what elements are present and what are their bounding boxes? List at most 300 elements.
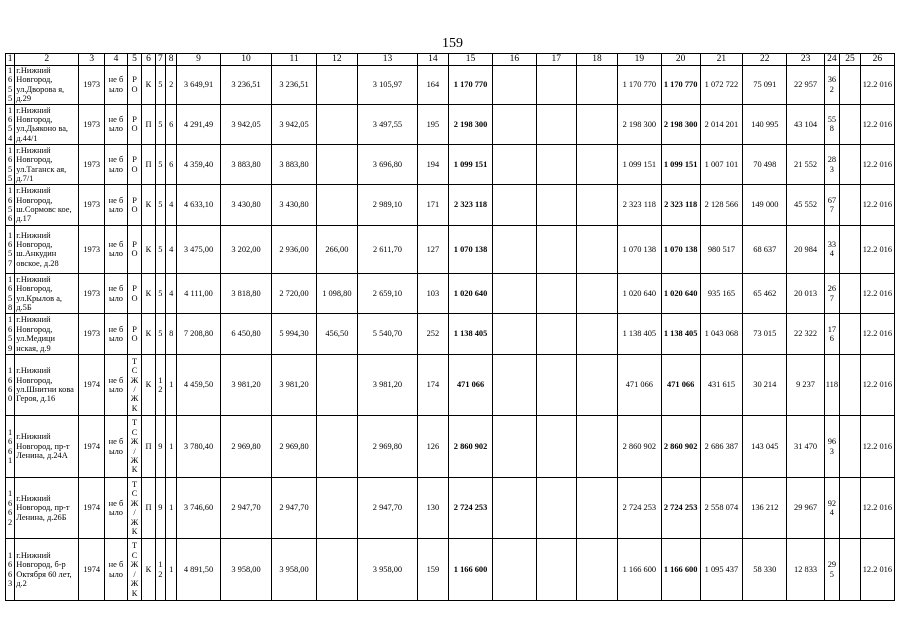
fund-method-cell: Р О	[127, 104, 141, 144]
premises-area-cell: 2 969,80	[220, 416, 272, 478]
column-number-21: 21	[700, 54, 742, 66]
floors-cell: 5	[155, 225, 165, 273]
cost-col-22-cell: 30 214	[743, 354, 787, 416]
cost-col-25-cell	[840, 145, 861, 185]
total-area-cell: 3 746,60	[177, 477, 220, 539]
owners-area-cell: 2 947,70	[358, 477, 418, 539]
residential-area-cell: 2 947,70	[272, 477, 316, 539]
fund-total-cell: 2 724 253	[618, 477, 661, 539]
cost-col-23-cell: 29 967	[787, 477, 824, 539]
address-cell: г.Нижний Новгород, ул.Дворова я, д.29	[15, 65, 79, 104]
cost-per-m2-cell: 295	[824, 539, 839, 601]
year-built-cell: 1973	[79, 225, 105, 273]
cost-col-22-cell: 75 091	[743, 65, 787, 104]
premises-area-cell: 3 958,00	[220, 539, 272, 601]
cost-col-22-cell: 149 000	[743, 185, 787, 225]
column-number-26: 26	[860, 54, 894, 66]
premises-area-cell: 3 818,80	[220, 274, 272, 314]
cost-col-21-cell: 2 686 387	[700, 416, 742, 478]
entrances-cell: 2	[166, 65, 177, 104]
owners-area-cell: 2 659,10	[358, 274, 418, 314]
residential-area-cell: 2 936,00	[272, 225, 316, 273]
fund-total-cell: 471 066	[618, 354, 661, 416]
cost-col-16-cell	[493, 104, 536, 144]
cost-col-17-cell	[536, 539, 576, 601]
residents-cell: 195	[417, 104, 448, 144]
residents-cell: 164	[417, 65, 448, 104]
page-number: 159	[442, 36, 463, 51]
nonresidential-area-cell	[316, 354, 357, 416]
cost-col-22-cell: 65 462	[743, 274, 787, 314]
fund-method-cell: Т С Ж / Ж К	[127, 416, 141, 478]
housing-register-table	[5, 53, 895, 601]
residential-area-cell: 3 883,80	[272, 145, 316, 185]
premises-area-cell: 6 450,80	[220, 314, 272, 354]
wall-material-cell: К	[142, 225, 155, 273]
wall-material-cell: П	[142, 477, 155, 539]
wall-material-cell: П	[142, 104, 155, 144]
cost-col-25-cell	[840, 104, 861, 144]
residential-area-cell: 3 430,80	[272, 185, 316, 225]
repair-cost-total-cell: 2 724 253	[448, 477, 492, 539]
cost-col-17-cell	[536, 185, 576, 225]
cost-col-16-cell	[493, 477, 536, 539]
cost-col-18-cell	[576, 274, 617, 314]
column-number-3: 3	[79, 54, 105, 66]
column-number-11: 11	[272, 54, 316, 66]
premises-area-cell: 2 947,70	[220, 477, 272, 539]
table-row	[6, 314, 895, 354]
cost-col-23-cell: 21 552	[787, 145, 824, 185]
fund-total-cell: 1 070 138	[618, 225, 661, 273]
residential-area-cell: 2 969,80	[272, 416, 316, 478]
planned-date-cell: 12.2 016	[860, 185, 894, 225]
major-repair-year-cell: не было	[105, 145, 128, 185]
cost-col-21-cell: 1 072 722	[700, 65, 742, 104]
fund-method-cell: Р О	[127, 274, 141, 314]
nonresidential-area-cell: 456,50	[316, 314, 357, 354]
cost-col-25-cell	[840, 274, 861, 314]
table-row	[6, 354, 895, 416]
cost-col-21-cell: 2 558 074	[700, 477, 742, 539]
column-number-22: 22	[743, 54, 787, 66]
total-area-cell: 4 291,49	[177, 104, 220, 144]
wall-material-cell: К	[142, 314, 155, 354]
column-number-12: 12	[316, 54, 357, 66]
cost-col-21-cell: 1 043 068	[700, 314, 742, 354]
cost-col-17-cell	[536, 274, 576, 314]
column-number-2: 2	[15, 54, 79, 66]
residents-cell: 127	[417, 225, 448, 273]
premises-area-cell: 3 430,80	[220, 185, 272, 225]
total-area-cell: 7 208,80	[177, 314, 220, 354]
entrances-cell: 1	[166, 416, 177, 478]
table-row	[6, 225, 895, 273]
cost-col-23-cell: 43 104	[787, 104, 824, 144]
table-row	[6, 274, 895, 314]
cost-col-17-cell	[536, 225, 576, 273]
wall-material-cell: К	[142, 65, 155, 104]
major-repair-year-cell: не было	[105, 354, 128, 416]
residential-area-cell: 5 994,30	[272, 314, 316, 354]
cost-col-20-cell: 2 860 902	[661, 416, 700, 478]
major-repair-year-cell: не было	[105, 104, 128, 144]
address-cell: г.Нижний Новгород, ул.Крылов а, д.5Б	[15, 274, 79, 314]
column-number-1: 1	[6, 54, 15, 66]
floors-cell: 9	[155, 477, 165, 539]
cost-col-25-cell	[840, 225, 861, 273]
cost-col-20-cell: 1 020 640	[661, 274, 700, 314]
major-repair-year-cell: не было	[105, 274, 128, 314]
cost-col-23-cell: 20 013	[787, 274, 824, 314]
residential-area-cell: 3 958,00	[272, 539, 316, 601]
planned-date-cell: 12.2 016	[860, 539, 894, 601]
column-number-10: 10	[220, 54, 272, 66]
residents-cell: 126	[417, 416, 448, 478]
planned-date-cell: 12.2 016	[860, 274, 894, 314]
cost-col-18-cell	[576, 539, 617, 601]
premises-area-cell: 3 236,51	[220, 65, 272, 104]
cost-per-m2-cell: 334	[824, 225, 839, 273]
entrances-cell: 6	[166, 145, 177, 185]
fund-method-cell: Р О	[127, 185, 141, 225]
owners-area-cell: 2 969,80	[358, 416, 418, 478]
planned-date-cell: 12.2 016	[860, 225, 894, 273]
floors-cell: 5	[155, 185, 165, 225]
residents-cell: 174	[417, 354, 448, 416]
major-repair-year-cell: не было	[105, 65, 128, 104]
owners-area-cell: 3 981,20	[358, 354, 418, 416]
cost-col-25-cell	[840, 477, 861, 539]
cost-col-20-cell: 2 323 118	[661, 185, 700, 225]
repair-cost-total-cell: 1 170 770	[448, 65, 492, 104]
fund-total-cell: 1 166 600	[618, 539, 661, 601]
column-number-19: 19	[618, 54, 661, 66]
premises-area-cell: 3 942,05	[220, 104, 272, 144]
cost-col-25-cell	[840, 314, 861, 354]
column-number-23: 23	[787, 54, 824, 66]
fund-method-cell: Р О	[127, 145, 141, 185]
nonresidential-area-cell: 266,00	[316, 225, 357, 273]
major-repair-year-cell: не было	[105, 539, 128, 601]
entrances-cell: 8	[166, 314, 177, 354]
premises-area-cell: 3 981,20	[220, 354, 272, 416]
cost-col-20-cell: 1 170 770	[661, 65, 700, 104]
row-number-cell: 1661	[6, 416, 15, 478]
fund-method-cell: Р О	[127, 314, 141, 354]
year-built-cell: 1973	[79, 185, 105, 225]
cost-col-20-cell: 2 198 300	[661, 104, 700, 144]
entrances-cell: 1	[166, 354, 177, 416]
address-cell: г.Нижний Новгород, ш.Сормовс кое, д.17	[15, 185, 79, 225]
column-number-row	[6, 54, 895, 66]
cost-col-17-cell	[536, 314, 576, 354]
cost-col-22-cell: 68 637	[743, 225, 787, 273]
total-area-cell: 4 359,40	[177, 145, 220, 185]
fund-total-cell: 2 860 902	[618, 416, 661, 478]
row-number-cell: 1663	[6, 539, 15, 601]
column-number-4: 4	[105, 54, 128, 66]
cost-col-22-cell: 143 045	[743, 416, 787, 478]
entrances-cell: 1	[166, 539, 177, 601]
cost-col-22-cell: 140 995	[743, 104, 787, 144]
row-number-cell: 1655	[6, 65, 15, 104]
cost-col-25-cell	[840, 416, 861, 478]
cost-per-m2-cell: 558	[824, 104, 839, 144]
fund-method-cell: Т С Ж / Ж К	[127, 354, 141, 416]
cost-col-25-cell	[840, 354, 861, 416]
total-area-cell: 3 780,40	[177, 416, 220, 478]
cost-col-22-cell: 58 330	[743, 539, 787, 601]
column-number-9: 9	[177, 54, 220, 66]
cost-col-18-cell	[576, 354, 617, 416]
cost-col-16-cell	[493, 314, 536, 354]
floors-cell: 5	[155, 104, 165, 144]
cost-col-18-cell	[576, 185, 617, 225]
total-area-cell: 4 633,10	[177, 185, 220, 225]
cost-col-25-cell	[840, 539, 861, 601]
cost-col-18-cell	[576, 477, 617, 539]
cost-col-21-cell: 935 165	[700, 274, 742, 314]
cost-col-23-cell: 9 237	[787, 354, 824, 416]
owners-area-cell: 3 958,00	[358, 539, 418, 601]
address-cell: г.Нижний Новгород, ш.Анкудин овское, д.28	[15, 225, 79, 273]
major-repair-year-cell: не было	[105, 416, 128, 478]
table-row	[6, 65, 895, 104]
premises-area-cell: 3 883,80	[220, 145, 272, 185]
nonresidential-area-cell	[316, 104, 357, 144]
cost-col-16-cell	[493, 185, 536, 225]
column-number-14: 14	[417, 54, 448, 66]
fund-total-cell: 1 020 640	[618, 274, 661, 314]
cost-col-18-cell	[576, 104, 617, 144]
column-number-8: 8	[166, 54, 177, 66]
total-area-cell: 4 111,00	[177, 274, 220, 314]
cost-col-23-cell: 20 984	[787, 225, 824, 273]
residents-cell: 130	[417, 477, 448, 539]
major-repair-year-cell: не было	[105, 185, 128, 225]
residents-cell: 159	[417, 539, 448, 601]
repair-cost-total-cell: 1 099 151	[448, 145, 492, 185]
year-built-cell: 1973	[79, 314, 105, 354]
address-cell: г.Нижний Новгород, ул.Медици нская, д.9	[15, 314, 79, 354]
nonresidential-area-cell: 1 098,80	[316, 274, 357, 314]
cost-col-18-cell	[576, 65, 617, 104]
address-cell: г.Нижний Новгород, пр-т Ленина, д.26Б	[15, 477, 79, 539]
fund-total-cell: 1 170 770	[618, 65, 661, 104]
table-row	[6, 416, 895, 478]
table-row	[6, 477, 895, 539]
row-number-cell: 1659	[6, 314, 15, 354]
cost-col-20-cell: 2 724 253	[661, 477, 700, 539]
address-cell: г.Нижний Новгород, ул.Шнитни кова Героя, д.16	[15, 354, 79, 416]
planned-date-cell: 12.2 016	[860, 65, 894, 104]
address-cell: г.Нижний Новгород, б-р Октября 60 лет, д.2	[15, 539, 79, 601]
cost-col-22-cell: 73 015	[743, 314, 787, 354]
cost-col-17-cell	[536, 354, 576, 416]
year-built-cell: 1973	[79, 104, 105, 144]
owners-area-cell: 3 497,55	[358, 104, 418, 144]
fund-total-cell: 1 099 151	[618, 145, 661, 185]
cost-col-18-cell	[576, 416, 617, 478]
owners-area-cell: 3 105,97	[358, 65, 418, 104]
wall-material-cell: К	[142, 539, 155, 601]
table-row	[6, 104, 895, 144]
wall-material-cell: П	[142, 145, 155, 185]
year-built-cell: 1974	[79, 416, 105, 478]
wall-material-cell: К	[142, 185, 155, 225]
cost-col-16-cell	[493, 65, 536, 104]
row-number-cell: 1655	[6, 145, 15, 185]
row-number-cell: 1658	[6, 274, 15, 314]
owners-area-cell: 5 540,70	[358, 314, 418, 354]
planned-date-cell: 12.2 016	[860, 477, 894, 539]
floors-cell: 5	[155, 274, 165, 314]
owners-area-cell: 2 611,70	[358, 225, 418, 273]
cost-col-20-cell: 1 099 151	[661, 145, 700, 185]
residents-cell: 194	[417, 145, 448, 185]
row-number-cell: 1657	[6, 225, 15, 273]
column-number-5: 5	[127, 54, 141, 66]
column-number-7: 7	[155, 54, 165, 66]
year-built-cell: 1974	[79, 354, 105, 416]
nonresidential-area-cell	[316, 539, 357, 601]
cost-col-16-cell	[493, 539, 536, 601]
table-row	[6, 145, 895, 185]
cost-col-16-cell	[493, 225, 536, 273]
fund-total-cell: 2 198 300	[618, 104, 661, 144]
cost-col-23-cell: 12 833	[787, 539, 824, 601]
residents-cell: 252	[417, 314, 448, 354]
cost-col-22-cell: 70 498	[743, 145, 787, 185]
planned-date-cell: 12.2 016	[860, 354, 894, 416]
year-built-cell: 1974	[79, 477, 105, 539]
nonresidential-area-cell	[316, 477, 357, 539]
column-number-6: 6	[142, 54, 155, 66]
total-area-cell: 4 459,50	[177, 354, 220, 416]
row-number-cell: 1654	[6, 104, 15, 144]
nonresidential-area-cell	[316, 65, 357, 104]
floors-cell: 9	[155, 416, 165, 478]
cost-col-18-cell	[576, 145, 617, 185]
entrances-cell: 6	[166, 104, 177, 144]
address-cell: г.Нижний Новгород, пр-т Ленина, д.24А	[15, 416, 79, 478]
cost-col-23-cell: 22 322	[787, 314, 824, 354]
repair-cost-total-cell: 1 166 600	[448, 539, 492, 601]
cost-col-17-cell	[536, 477, 576, 539]
cost-col-22-cell: 136 212	[743, 477, 787, 539]
cost-per-m2-cell: 963	[824, 416, 839, 478]
cost-col-20-cell: 1 138 405	[661, 314, 700, 354]
residents-cell: 171	[417, 185, 448, 225]
cost-per-m2-cell: 176	[824, 314, 839, 354]
floors-cell: 5	[155, 65, 165, 104]
column-number-25: 25	[840, 54, 861, 66]
column-number-20: 20	[661, 54, 700, 66]
cost-col-23-cell: 22 957	[787, 65, 824, 104]
total-area-cell: 3 649,91	[177, 65, 220, 104]
major-repair-year-cell: не было	[105, 225, 128, 273]
wall-material-cell: К	[142, 274, 155, 314]
repair-cost-total-cell: 2 198 300	[448, 104, 492, 144]
wall-material-cell: П	[142, 416, 155, 478]
planned-date-cell: 12.2 016	[860, 145, 894, 185]
cost-col-21-cell: 980 517	[700, 225, 742, 273]
nonresidential-area-cell	[316, 416, 357, 478]
address-cell: г.Нижний Новгород, ул.Дьяконо ва, д.44/1	[15, 104, 79, 144]
nonresidential-area-cell	[316, 145, 357, 185]
planned-date-cell: 12.2 016	[860, 104, 894, 144]
cost-col-25-cell	[840, 65, 861, 104]
cost-col-25-cell	[840, 185, 861, 225]
row-number-cell: 1662	[6, 477, 15, 539]
residential-area-cell: 3 981,20	[272, 354, 316, 416]
cost-col-17-cell	[536, 416, 576, 478]
cost-per-m2-cell: 267	[824, 274, 839, 314]
row-number-cell: 1656	[6, 185, 15, 225]
cost-col-16-cell	[493, 274, 536, 314]
major-repair-year-cell: не было	[105, 314, 128, 354]
year-built-cell: 1974	[79, 539, 105, 601]
table-row	[6, 539, 895, 601]
repair-cost-total-cell: 2 323 118	[448, 185, 492, 225]
table-row	[6, 185, 895, 225]
cost-col-21-cell: 2 128 566	[700, 185, 742, 225]
year-built-cell: 1973	[79, 145, 105, 185]
entrances-cell: 1	[166, 477, 177, 539]
column-number-16: 16	[493, 54, 536, 66]
cost-col-20-cell: 471 066	[661, 354, 700, 416]
cost-col-16-cell	[493, 416, 536, 478]
column-number-17: 17	[536, 54, 576, 66]
fund-method-cell: Р О	[127, 225, 141, 273]
cost-col-20-cell: 1 070 138	[661, 225, 700, 273]
cost-col-18-cell	[576, 314, 617, 354]
row-number-cell: 1660	[6, 354, 15, 416]
repair-cost-total-cell: 471 066	[448, 354, 492, 416]
cost-per-m2-cell: 677	[824, 185, 839, 225]
cost-col-18-cell	[576, 225, 617, 273]
cost-per-m2-cell: 118	[824, 354, 839, 416]
floors-cell: 5	[155, 314, 165, 354]
cost-col-17-cell	[536, 104, 576, 144]
cost-col-23-cell: 31 470	[787, 416, 824, 478]
column-number-13: 13	[358, 54, 418, 66]
residential-area-cell: 3 236,51	[272, 65, 316, 104]
column-number-24: 24	[824, 54, 839, 66]
residential-area-cell: 2 720,00	[272, 274, 316, 314]
entrances-cell: 4	[166, 185, 177, 225]
repair-cost-total-cell: 1 020 640	[448, 274, 492, 314]
entrances-cell: 4	[166, 274, 177, 314]
wall-material-cell: К	[142, 354, 155, 416]
fund-method-cell: Т С Ж / Ж К	[127, 539, 141, 601]
floors-cell: 5	[155, 145, 165, 185]
cost-per-m2-cell: 362	[824, 65, 839, 104]
cost-per-m2-cell: 924	[824, 477, 839, 539]
nonresidential-area-cell	[316, 185, 357, 225]
premises-area-cell: 3 202,00	[220, 225, 272, 273]
floors-cell: 12	[155, 354, 165, 416]
cost-col-21-cell: 1 007 101	[700, 145, 742, 185]
owners-area-cell: 2 989,10	[358, 185, 418, 225]
floors-cell: 12	[155, 539, 165, 601]
cost-col-21-cell: 1 095 437	[700, 539, 742, 601]
column-number-18: 18	[576, 54, 617, 66]
residents-cell: 103	[417, 274, 448, 314]
total-area-cell: 4 891,50	[177, 539, 220, 601]
cost-col-17-cell	[536, 65, 576, 104]
